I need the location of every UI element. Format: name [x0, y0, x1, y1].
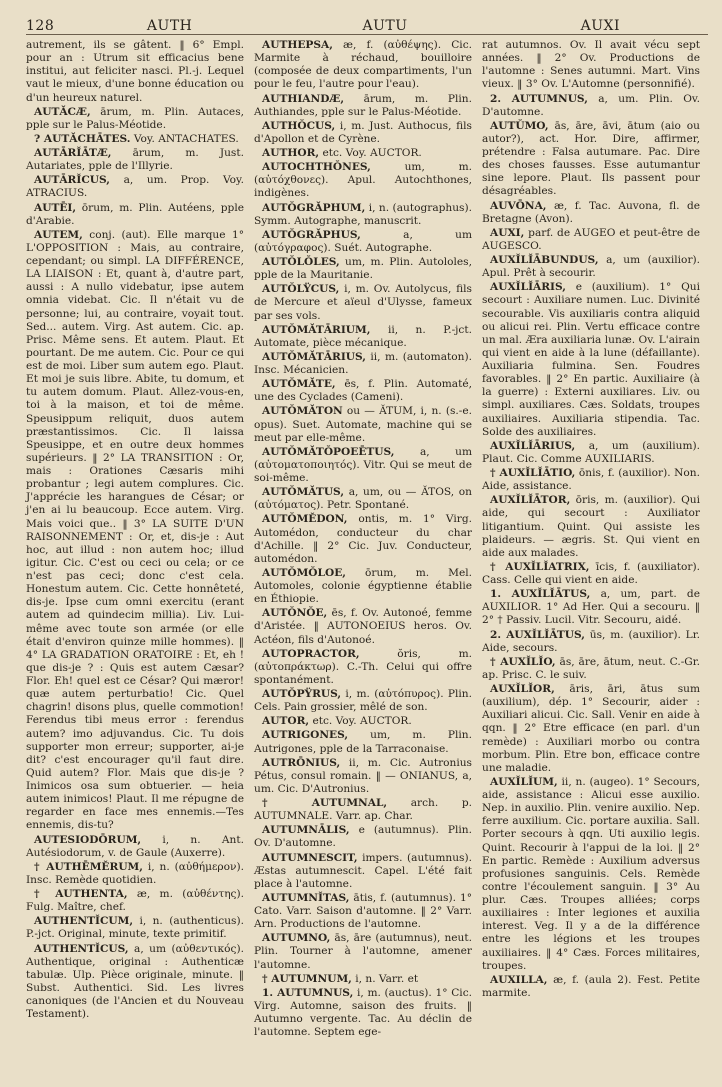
entry-definition: æ, m. (αὐθέντης). Fulg. Maître, chef.: [26, 888, 244, 914]
entry-headword: AUTHENTĬCUM,: [34, 915, 134, 928]
entry-definition: i, m. (auctus). 1° Cic. Virg. Automne, saison des fruits. ‖ Autumno vergente. Tac. Au déclin de l'automne. Septem ege-: [254, 986, 472, 1039]
entry-headword: 1. AUTUMNUS,: [262, 986, 354, 999]
entry-definition: a, um. Plin. Ov. D'automne.: [482, 92, 700, 118]
entry-headword: † AUTUMNAL,: [262, 797, 388, 809]
entry-headword: AUTUMNO,: [262, 932, 331, 945]
entry-definition: arch. p. AUTUMNALE. Varr. ap. Char.: [254, 797, 472, 823]
entry-definition: āris, āri, ātus sum (auxilium), dép. 1° Secourir, aider : Auxiliari alicui. Cic. Sall. Venir en aide à qqn. ‖ 2° Etre efficace (en parl. d'un remède) : Auxiliari morbo ou contra morbum. Plin. Etre bon, efficace contre une maladie.: [482, 683, 701, 774]
entry-definition: ōrum, m. Plin. Autéens, pple d'Arabie.: [26, 201, 244, 227]
entry-definition: ontis, m. 1° Virg. Automédon, conducteur du char d'Achille. ‖ 2° Cic. Juv. Conducteur, automédon.: [254, 513, 472, 565]
entry-definition: a, um (αὐθεντικός). Authentique, original : Authenticæ tabulæ. Ulp. Pièce originale, minute. ‖ Subst. Authentici. Sid. Les livres canoniques (de l'Ancien et du Nouveau Testament).: [26, 942, 244, 1021]
entry-definition: um, m. Plin. Autololes, pple de la Mauritanie.: [254, 256, 472, 282]
dictionary-entry: [254, 567, 472, 606]
entry-headword: AUTŎPŸRUS,: [262, 688, 342, 700]
entry-definition: ās, āre, āvi, ātum (aio ou autor?), act. Hor. Dire, affirmer, prétendre : Falsa autumare. Pac. Dire des choses fausses. Esse autumantur sine lepore. Plaut. Ils passent pour désagréables.: [482, 119, 700, 198]
entry-headword: 2. AUTUMNUS,: [490, 92, 588, 105]
dictionary-entry: [26, 174, 244, 200]
entry-definition: ārum, m. Just. Autariates, pple de l'Illyrie.: [26, 147, 244, 173]
dictionary-entry: [482, 683, 700, 775]
entry-headword: 1. AUXĬLĬĀTUS,: [490, 588, 591, 601]
column-left: [26, 39, 244, 1040]
entry-definition: a, um (auxilium). Plaut. Cic. Comme AUXILIARIS.: [482, 439, 700, 465]
entry-definition: ātis, f. (autumnus). 1° Cato. Varr. Saison d'automne. ‖ 2° Varr. Arn. Productions de l'automne.: [254, 891, 472, 931]
dictionary-entry: [26, 915, 244, 941]
entry-definition: i, m. (αὐτόπυρος). Plin. Cels. Pain grossier, mêlé de son.: [254, 688, 472, 714]
entry-headword: AUTŎMĂTON: [262, 405, 343, 418]
dictionary-entry: [26, 39, 244, 105]
entry-definition: ārum, m. Plin. Autaces, pple sur le Palus-Méotide.: [26, 105, 244, 131]
entry-definition: rat autumnos. Ov. Il avait vécu sept années. ‖ 2° Ov. Productions de l'automne : Senes autumni. Mart. Vins vieux. ‖ 3° Ov. L'Automne (personnifié).: [482, 39, 700, 91]
entry-definition: a, um (auxilior). Apul. Prêt à secourir.: [482, 254, 701, 280]
dictionary-entry: [254, 256, 472, 282]
entry-headword: AUTĀRĬĀTÆ,: [34, 147, 112, 159]
dictionary-entry: [482, 467, 700, 493]
entry-definition: i, m. Just. Authocus, fils d'Apollon et de Cyrène.: [254, 119, 472, 145]
entry-definition: e (auxilium). 1° Qui secourt : Auxiliare numen. Luc. Divinité secourable. Vis auxiliaris contra aliquid ou alicui rei. Plin. Vertu efficace contre un mal. Æra auxiliaria lunæ. Ov. L'airain qui vient en aide à la lune (défaillante). Auxiliaria fulmina. Sen. Foudres favorables. ‖ 2° En partic. Auxiliaire (à la guerre) : Externi auxiliares. Liv. ou simpl. auxiliares. Cæs. Soldats, troupes auxiliaires. Auxiliaria stipendia. Tac. Solde des auxiliaires.: [482, 281, 700, 438]
dictionary-entry: [254, 405, 472, 444]
entry-definition: um, m. Plin. Autrigones, pple de la Tarraconaise.: [254, 729, 472, 755]
dictionary-entry: [26, 229, 244, 833]
entry-headword: AUTŎGRĂPHUM,: [262, 201, 366, 214]
dictionary-entry: [482, 776, 700, 973]
entry-headword: AUTŎNŎE,: [262, 607, 328, 620]
entry-headword: † AUXĬLĬATRIX,: [490, 560, 590, 573]
entry-definition: Voy. ANTACHATES.: [133, 132, 239, 145]
dictionary-entry: [254, 648, 472, 687]
dictionary-entry: [254, 446, 472, 485]
entry-definition: æ, f. (αὐθέψης). Cic. Marmite à réchaud, bouilloire (composée de deux compartiments, l'un pour le feu, l'autre pour l'eau).: [254, 39, 472, 91]
columns: [26, 39, 708, 1040]
entry-definition: i, n. Ant. Autésiodorum, v. de Gaule (Auxerre).: [26, 833, 244, 859]
entry-headword: † AUTHENTA,: [34, 888, 128, 900]
dictionary-entry: [254, 93, 472, 119]
entry-definition: i, m. Ov. Autolycus, fils de Mercure et aïeul d'Ulysse, fameux par ses vols.: [254, 283, 472, 322]
entry-headword: AUTOCHTHŎNES,: [262, 161, 371, 174]
dictionary-entry: [482, 588, 700, 627]
entry-headword: AUXĬLĬUM,: [490, 775, 558, 788]
entry-headword: AUTHENTĬCUS,: [34, 942, 129, 955]
entry-headword: † AUXĬLĬĀTIO,: [490, 467, 576, 479]
entry-headword: AUTRIGONES,: [262, 729, 349, 742]
dictionary-entry: [254, 202, 472, 228]
dictionary-entry: [482, 281, 700, 439]
dictionary-entry: [254, 973, 472, 986]
entry-definition: a, um (αὐτόγραφος). Suét. Autographe.: [254, 228, 472, 254]
dictionary-entry: [254, 351, 472, 377]
entry-headword: AUTŎMŎLOE,: [262, 566, 346, 579]
entry-headword: AUTŎLŎLES,: [262, 256, 340, 268]
dictionary-entry: [482, 561, 700, 587]
page-number: 128: [26, 18, 55, 34]
entry-headword: AUTĒI,: [34, 201, 77, 214]
dictionary-entry: [482, 440, 700, 466]
entry-headword: AUTRŌNIUS,: [262, 756, 341, 769]
entry-headword: AUTŎMĂTĀRIUM,: [262, 323, 371, 336]
entry-headword: AUTOR,: [262, 715, 310, 728]
entry-definition: a, um, part. de AUXILIOR. 1° Ad Her. Qui a secouru. ‖ 2° † Passiv. Lucil. Vitr. Secouru, aidé.: [482, 588, 700, 627]
dictionary-entry: [254, 324, 472, 350]
entry-definition: conj. (aut). Elle marque 1° L'OPPOSITION : Mais, au contraire, cependant; ou simpl. LA DIFFÉRENCE, LA LIAISON : Et, quant à, d'autre part, aussi : A nullo videbatur, ipse autem omnia videbat. Cic. Il n'était vu de personne; lui, au contraire, voyait tout. Sed... autem. Virg. Ast autem. Cic. ap. Prisc. Même sens. Et autem. Plaut. Et pourtant. De me autem. Cic. Pour ce qui est de moi. Liber sum autem ego. Plaut. Et moi je suis libre. Abite, tu domum, et tu autem domum. Plaut. Allez-vous-en, toi à la maison, et toi de même. Speusippum reliquit, duos autem præstantissimos. Cic. Il laissa Speusippe, et en outre deux hommes supérieurs. ‖ 2° LA TRANSITION : Or, mais : Orationes Cæsaris mihi probantur ; legi autem complures. Cic. J'apprécie les harangues de César; or j'en ai lu beaucoup. Ecce autem. Virg. Mais voici que.. ‖ 3° LA SUITE D'UN RAISONNEMENT : Or, et, dis-je : Aut hoc, aut illud : non autem hoc; illud igitur. Cic. C'est ou ceci ou cela; or ce n'est pas ceci; donc c'est cela. Honestum autem. Cic. Cette honnêteté, dis-je. Ipse cum omni exercitu (erant autem ad quindecim millia). Liv. Lui-même avec toute son armée (or elle était d'environ quinze mille hommes). ‖ 4° LA GRADATION ORATOIRE : Et, eh ! que dis-je ? : Quis est autem Cæsar? Flor. Eh! quel est ce César? Qui mæror! quæ autem perturbatio! Cic. Quel chagrin! disons plus, quelle commotion! Ferendus tibi meus error : ferendus autem? imo adjuvandus. Cic. Tu dois supporter mon erreur; supporter, ai-je dit? c'est encourager qu'il faut dire. Quid autem? Flor. Mais que dis-je ? Inimicos osa sum obtuerier. — heia autem inimicos! Plaut. Il me répugne de regarder en face mes ennemis.—Tes ennemis, dis-tu?: [26, 228, 244, 832]
entry-definition: ii, m. Cic. Autronius Pétus, consul romain. ‖ — ONIANUS, a, um. Cic. D'Autronius.: [254, 756, 472, 795]
dictionary-entry: [482, 629, 700, 655]
entry-headword: AUXĬLĬĀBUNDUS,: [490, 254, 599, 266]
dictionary-entry: [482, 656, 700, 682]
dictionary-entry: [254, 987, 472, 1040]
entry-definition: a, um (αὐτοματοποιητός). Vitr. Qui se meut de soi-même.: [254, 445, 472, 484]
entry-headword: AUTĀRĬCUS,: [34, 174, 110, 187]
dictionary-entry: [26, 834, 244, 860]
dictionary-entry: [482, 39, 700, 92]
dictionary-entry: [26, 202, 244, 228]
entry-headword: AUTHOR,: [262, 147, 320, 159]
entry-definition: ou — ĂTUM, i, n. (s.-e. opus). Suet. Automate, machine qui se meut par elle-même.: [254, 405, 472, 444]
dictionary-entry: [482, 93, 700, 119]
dictionary-entry: [482, 254, 700, 280]
entry-definition: ōnis, f. (auxilior). Non. Aide, assistance.: [482, 467, 700, 493]
guide-word-center: AUTU: [362, 18, 408, 34]
entry-headword: AUTUMNĬTAS,: [262, 891, 350, 904]
entry-headword: AUTŎMĔDON,: [262, 513, 348, 526]
entry-headword: AUTUMNĀLIS,: [262, 824, 350, 837]
column-right: [482, 39, 700, 1040]
entry-headword: AUTHIANDÆ,: [262, 92, 345, 105]
entry-definition: etc. Voy. AUCTOR.: [312, 715, 412, 728]
entry-definition: parf. de AUGEO et peut-être de AUGESCO.: [482, 226, 700, 252]
dictionary-entry: [254, 39, 472, 92]
entry-definition: autrement, ils se gâtent. ‖ 6° Empl. pour an : Utrum sit efficacius bene institui, aut feliciter nasci. Pl.-j. Lequel vaut le mieux, d'une bonne éducation ou d'un heureux naturel.: [26, 39, 244, 104]
entry-headword: AUTŎMĂTE,: [262, 378, 336, 391]
entry-definition: i, n. (authenticus). P.-jct. Original, minute, texte primitif.: [26, 915, 244, 941]
entry-headword: † AUXĬLĬO,: [490, 655, 556, 668]
dictionary-entry: [26, 888, 244, 914]
entry-headword: AUTESIODŌRUM,: [34, 833, 142, 846]
entry-headword: AUTŎLŸCUS,: [262, 283, 340, 296]
entry-headword: AUTHEPSA,: [262, 39, 333, 51]
dictionary-entry: [482, 227, 700, 253]
dictionary-entry: [254, 824, 472, 850]
dictionary-entry: [482, 494, 700, 560]
dictionary-entry: [254, 715, 472, 728]
dictionary-entry: [26, 133, 244, 146]
entry-definition: ŏris, m. (αὐτοπράκτωρ). C.-Th. Celui qui offre spontanément.: [254, 647, 472, 686]
entry-definition: a, um. Prop. Voy. ATRACIUS.: [26, 174, 244, 200]
entry-definition: um, m. (αὐτόχθονες). Apul. Autochthones, indigènes.: [254, 161, 472, 200]
entry-headword: AUXILLA,: [490, 973, 548, 986]
dictionary-entry: [482, 974, 700, 1000]
dictionary-entry: [254, 688, 472, 714]
dictionary-entry: [26, 861, 244, 887]
entry-definition: æ, f. Tac. Auvona, fl. de Bretagne (Avon).: [482, 199, 700, 225]
entry-definition: i, n. (αὐθήμερον). Insc. Remède quotidien.: [26, 860, 244, 886]
entry-headword: AUXĬLĬĀRIS,: [490, 281, 566, 294]
entry-definition: etc. Voy. AUCTOR.: [322, 147, 422, 159]
column-middle: [254, 39, 472, 1040]
entry-headword: 2. AUXĬLĬĀTUS,: [490, 628, 585, 641]
dictionary-entry: [254, 513, 472, 566]
entry-definition: ās, āre, ātum, neut. C.-Gr. ap. Prisc. C. le suiv.: [482, 655, 701, 681]
entry-definition: i, n. (autographus). Symm. Autographe, manuscrit.: [254, 201, 472, 227]
dictionary-entry: [254, 892, 472, 931]
dictionary-entry: [254, 378, 472, 404]
entry-definition: īcis, f. (auxiliator). Cass. Celle qui vient en aide.: [482, 560, 700, 586]
entry-headword: AUTHŎCUS,: [262, 119, 336, 132]
entry-headword: AUTŬMO,: [490, 119, 549, 132]
dictionary-entry: [254, 283, 472, 322]
entry-definition: a, um, ou — ĂTOS, on (αὐτόματος). Petr. Spontané.: [254, 486, 472, 512]
entry-definition: ii, n. (augeo). 1° Secours, aide, assistance : Alicui esse auxilio. Nep. in auxilio. Plin. venire auxilio. Nep. ferre auxilium. Cic. portare auxilia. Sall. Porter secours à qqn. Uti auxilio legis. Quint. Recourir à l'appui de la loi. ‖ 2° En partic. Remède : Auxilium adversus profusiones sanguinis. Cels. Remède contre l'écoulement sanguin. ‖ 3° Au plur. Cæs. Troupes alliées; corps auxiliaires : Inter legiones et auxilia interest. Veg. Il y a de la différence entre les légions et les troupes auxiliaires. ‖ 4° Cæs. Forces militaires, troupes.: [482, 775, 700, 972]
entry-headword: AUXĬLĬĀRIUS,: [490, 439, 576, 452]
dictionary-entry: [482, 200, 700, 226]
entry-definition: ii, n. P.-jct. Automate, pièce mécanique.: [254, 323, 472, 349]
entry-headword: AUXĬLĬĀTOR,: [490, 494, 571, 507]
entry-definition: i, n. Varr. et: [355, 972, 419, 985]
guide-word-right: AUXI: [580, 18, 621, 34]
dictionary-entry: [254, 486, 472, 512]
dictionary-entry: [254, 852, 472, 891]
dictionary-entry: [482, 120, 700, 199]
entry-headword: AUTŎGRĂPHUS,: [262, 228, 361, 241]
dictionary-entry: [254, 147, 472, 160]
dictionary-entry: [254, 757, 472, 796]
entry-headword: AUVŌNA,: [490, 199, 547, 212]
entry-headword: † AUTUMNUM,: [262, 972, 352, 985]
dictionary-entry: [254, 161, 472, 200]
dictionary-entry: [254, 729, 472, 755]
entry-headword: AUTUMNESCIT,: [262, 851, 358, 864]
dictionary-entry: [254, 607, 472, 646]
entry-definition: ii, m. (automaton). Insc. Mécanicien.: [254, 350, 472, 376]
running-header: [26, 12, 708, 35]
entry-definition: ās, āre (autumnus), neut. Plin. Tourner à l'automne, amener l'automne.: [254, 932, 472, 971]
entry-headword: AUXI,: [490, 226, 525, 239]
entry-headword: AUTOPRACTOR,: [262, 647, 360, 660]
entry-definition: æ, f. (aula 2). Fest. Petite marmite.: [482, 973, 700, 999]
dictionary-entry: [26, 106, 244, 132]
entry-headword: AUXĬLĬOR,: [490, 683, 555, 695]
entry-definition: ārum, m. Plin. Authiandes, pple sur le Palus-Méotide.: [254, 92, 472, 118]
entry-definition: ōris, m. (auxilior). Qui aide, qui secourt : Auxiliator litigantium. Quint. Qui assiste les plaideurs. — ægris. St. Qui vient en aide aux malades.: [482, 494, 700, 559]
dictionary-entry: [26, 943, 244, 1022]
guide-word-left: AUTH: [146, 18, 193, 34]
entry-definition: ēs, f. Plin. Automaté, une des Cyclades (Cameni).: [254, 378, 473, 404]
dictionary-entry: [254, 120, 472, 146]
entry-definition: ūs, m. (auxilior). Lr. Aide, secours.: [482, 628, 700, 654]
entry-headword: † AUTHĒMĔRUM,: [34, 860, 143, 873]
entry-definition: ēs, f. Ov. Autonoé, femme d'Aristée. ‖ AUTONOEIUS heros. Ov. Actéon, fils d'Autonoé.: [254, 607, 472, 646]
entry-definition: impers. (autumnus). Æstas autumnescit. Capel. L'été fait place à l'automne.: [254, 851, 472, 890]
entry-headword: AUTEM,: [34, 228, 83, 241]
entry-headword: AUTĂCÆ,: [34, 105, 91, 118]
entry-headword: AUTŎMĂTŎPOEĒTUS,: [262, 445, 395, 458]
dictionary-entry: [26, 147, 244, 173]
entry-definition: ōrum, m. Mel. Automoles, colonie égyptienne établie en Éthiopie.: [254, 566, 472, 606]
dictionary-entry: [254, 229, 472, 255]
entry-definition: e (autumnus). Plin. Ov. D'automne.: [254, 824, 472, 850]
dictionary-entry: [254, 797, 472, 823]
entry-headword: ? AUTĂCHĀTES.: [34, 132, 131, 145]
dictionary-entry: [254, 932, 472, 971]
entry-headword: AUTŎMĂTĀRIUS,: [262, 350, 366, 363]
entry-headword: AUTŎMĂTUS,: [262, 486, 345, 499]
